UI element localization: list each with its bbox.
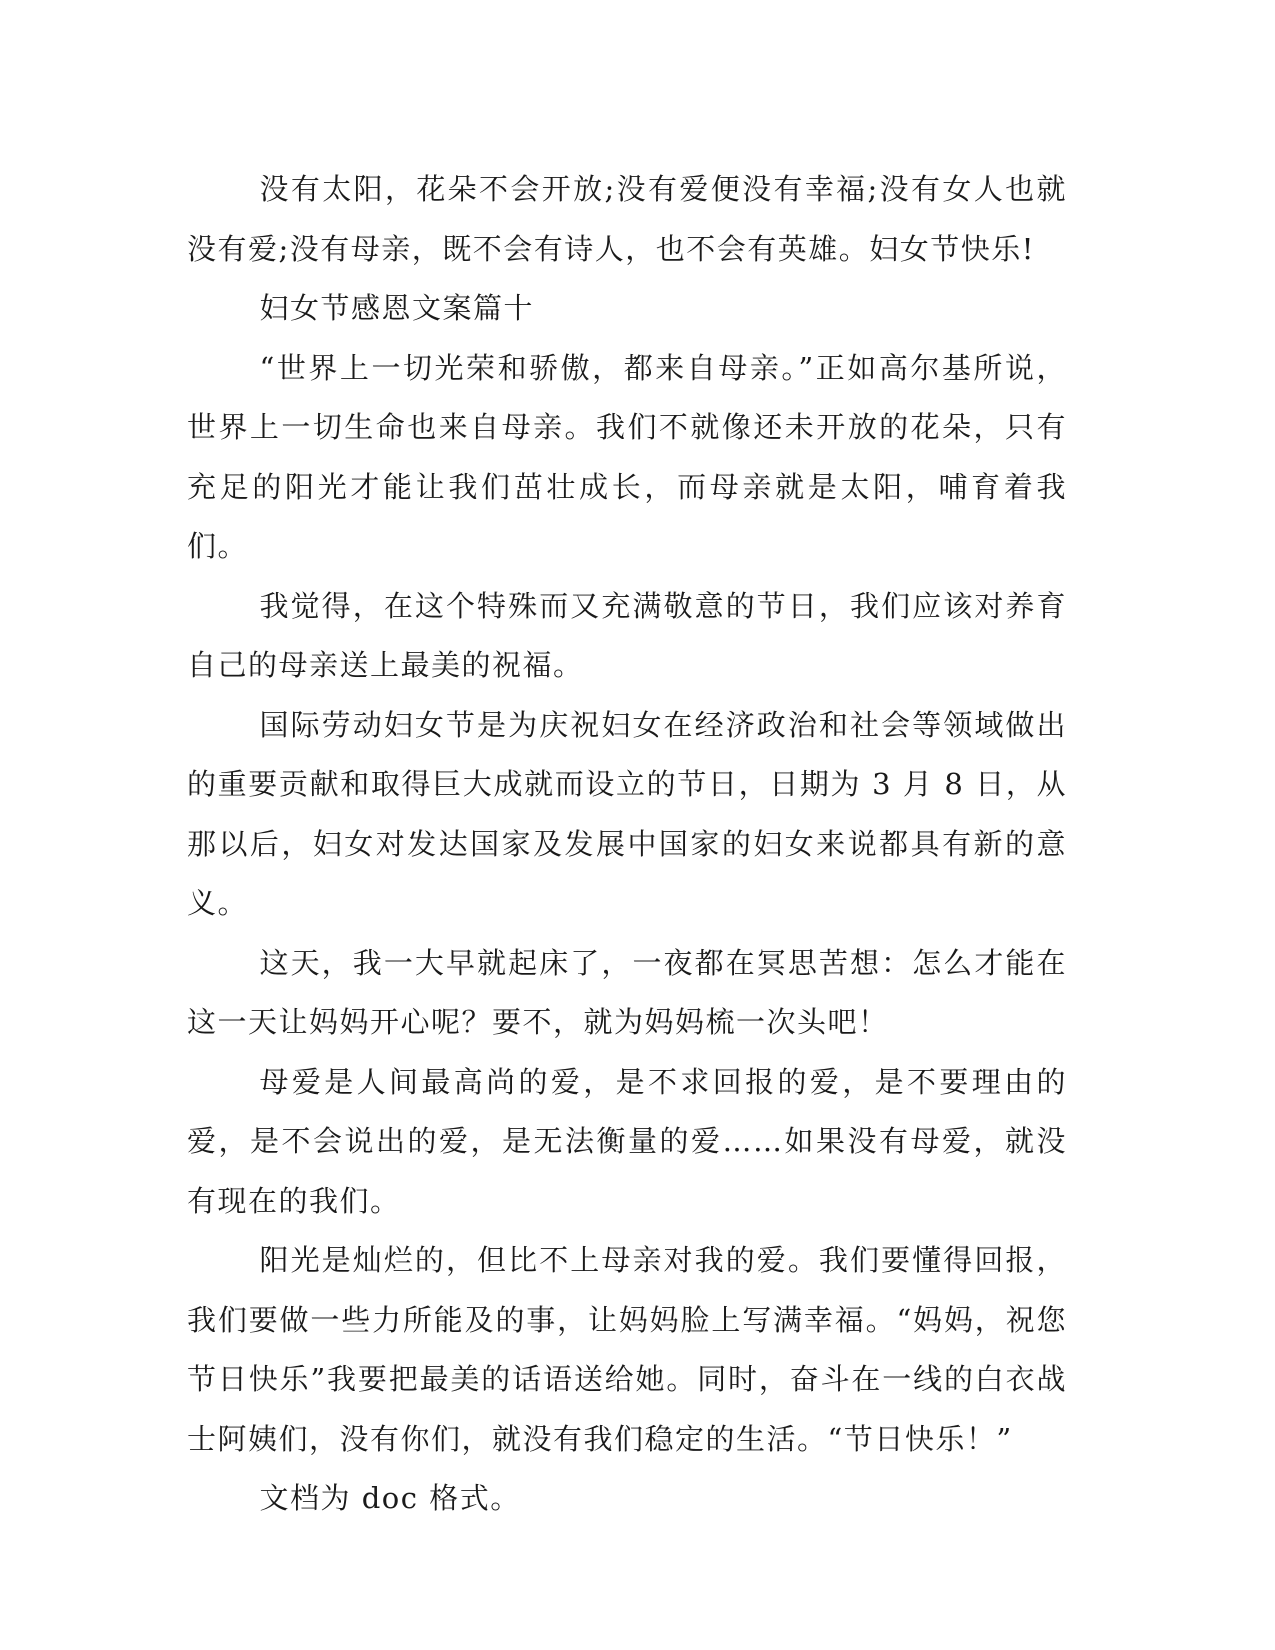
section-heading: 妇女节感恩文案篇十: [259, 291, 535, 325]
paragraph: 我觉得，在这个特殊而又充满敬意的节日，我们应该对养育自己的母亲送上最美的祝福。: [187, 588, 1067, 682]
format-note: 文档为 doc 格式。: [259, 1481, 521, 1515]
paragraph: 这天，我一大早就起床了，一夜都在冥思苦想：怎么才能在这一天让妈妈开心呢？要不，就为妈妈梳一次头吧！: [187, 945, 1067, 1039]
paragraph: “世界上一切光荣和骄傲，都来自母亲。”正如高尔基所说，世界上一切生命也来自母亲。我们不就像还未开放的花朵，只有充足的阳光才能让我们茁壮成长，而母亲就是太阳，哺育着我们。: [187, 350, 1067, 563]
paragraph: 没有太阳，花朵不会开放;没有爱便没有幸福;没有女人也就没有爱;没有母亲，既不会有诗人，也不会有英雄。妇女节快乐!: [187, 172, 1067, 266]
paragraph: 母爱是人间最高尚的爱，是不求回报的爱，是不要理由的爱，是不会说出的爱，是无法衡量的爱……如果没有母爱，就没有现在的我们。: [187, 1064, 1067, 1218]
paragraph: 阳光是灿烂的，但比不上母亲对我的爱。我们要懂得回报，我们要做一些力所能及的事，让妈妈脸上写满幸福。“妈妈，祝您节日快乐”我要把最美的话语送给她。同时，奋斗在一线的白衣战士阿姨们，没有你们，就没有我们稳定的生活。“节日快乐！”: [187, 1243, 1067, 1456]
paragraph: 国际劳动妇女节是为庆祝妇女在经济政治和社会等领域做出的重要贡献和取得巨大成就而设立的节日，日期为 3 月 8 日，从那以后，妇女对发达国家及发展中国家的妇女来说都具有新的意义。: [187, 707, 1067, 920]
document-body: [187, 160, 1067, 1529]
